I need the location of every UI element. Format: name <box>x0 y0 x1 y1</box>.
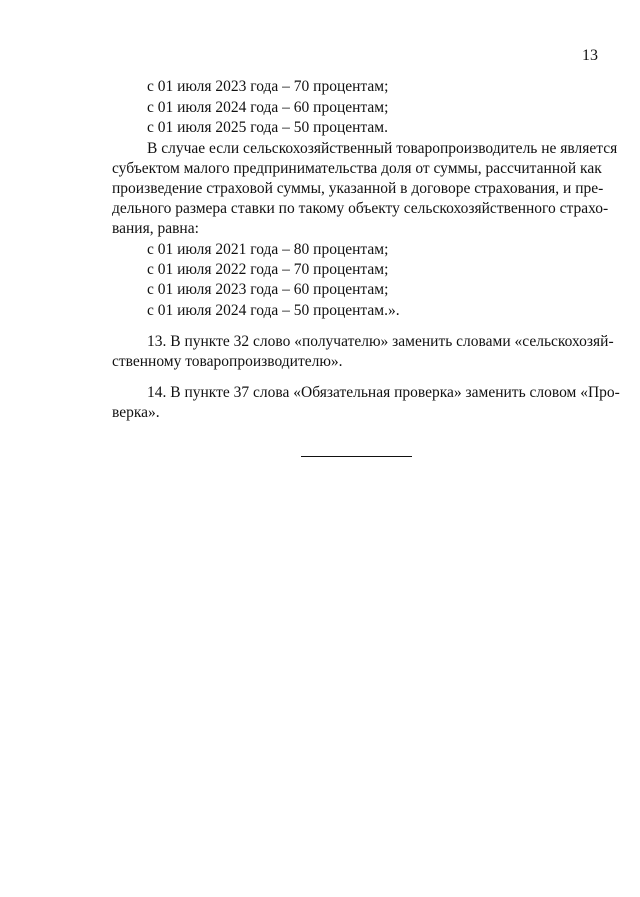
text-line: 14. В пункте 37 слова «Обязательная проверка» заменить словом «Про- <box>147 384 620 401</box>
text-line: с 01 июля 2025 года – 50 процентам. <box>147 119 388 136</box>
page-number: 13 <box>582 47 598 64</box>
text-line: с 01 июля 2024 года – 50 процентам.». <box>147 302 400 319</box>
text-line: 13. В пункте 32 слово «получателю» заменить словами «сельскохозяй- <box>147 333 614 350</box>
text-line: с 01 июля 2023 года – 70 процентам; <box>147 78 389 95</box>
text-line: дельного размера ставки по такому объекту сельскохозяйственного страхо- <box>112 200 609 217</box>
text-line: В случае если сельскохозяйственный товаропроизводитель не является <box>147 140 618 157</box>
text-line: с 01 июля 2023 года – 60 процентам; <box>147 281 389 298</box>
text-line: субъектом малого предпринимательства доля от суммы, рассчитанной как <box>112 160 602 177</box>
text-line: произведение страховой суммы, указанной в договоре страхования, и пре- <box>112 180 604 197</box>
text-line: ственному товаропроизводителю». <box>112 353 343 370</box>
text-line: с 01 июля 2021 года – 80 процентам; <box>147 241 389 258</box>
end-divider <box>301 456 412 457</box>
text-line: вания, равна: <box>112 220 199 237</box>
text-line: с 01 июля 2022 года – 70 процентам; <box>147 261 389 278</box>
text-line: верка». <box>112 404 160 421</box>
text-line: с 01 июля 2024 года – 60 процентам; <box>147 99 389 116</box>
